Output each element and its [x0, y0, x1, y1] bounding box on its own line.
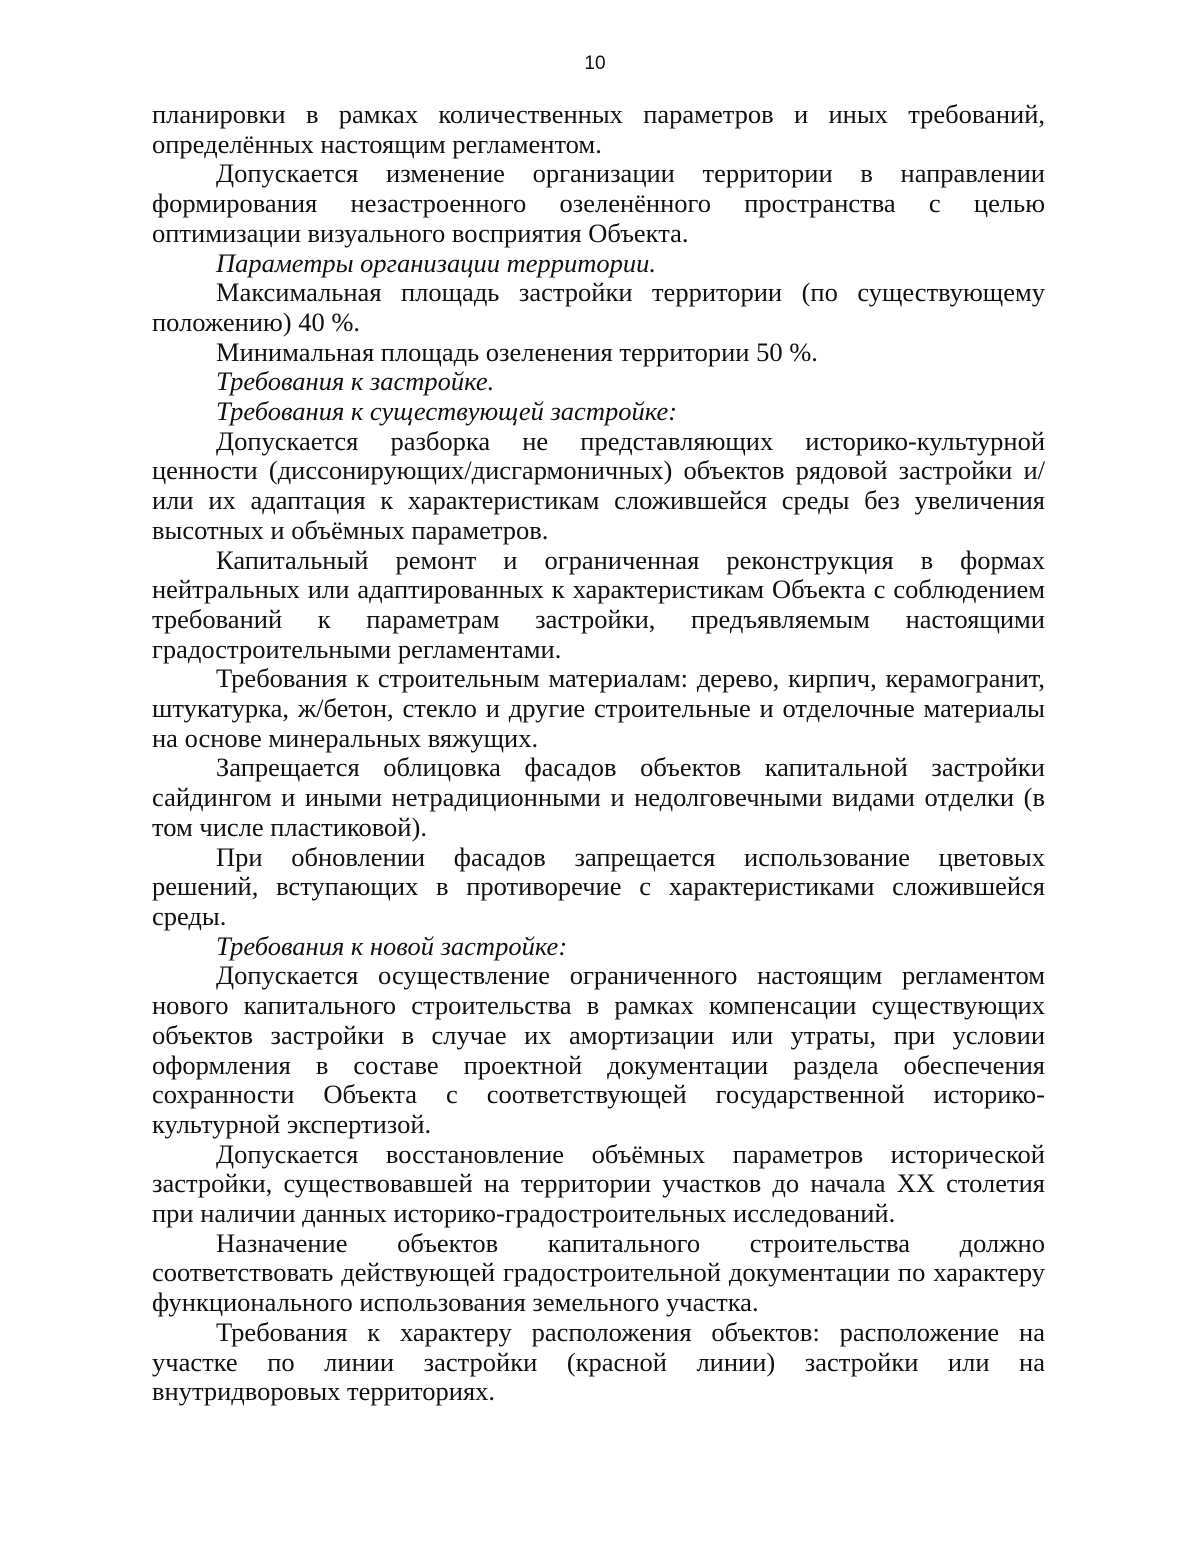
paragraph-new-construction: Допускается осуществление ограниченного настоящим регламентом нового капитального строительства в рамках компенсации существующих объектов застройки в случае их амортизации или утраты, при условии оформления в составе проектной документации раздела обеспечения сохранности Объекта с соответствующей государственной историко-культурной экспертизой. — [152, 960, 1045, 1139]
heading-territory-parameters: Параметры организации территории. — [216, 247, 657, 278]
paragraph-continuation: планировки в рамках количественных параметров и иных требований, определённых настоящим регламентом. — [152, 99, 1045, 159]
paragraph-materials: Требования к строительным материалам: дерево, кирпич, керамогранит, штукатурка, ж/бетон, стекло и другие строительные и отделочные материалы на основе минеральных вяжущих. — [152, 663, 1045, 753]
paragraph-restoration: Допускается восстановление объёмных параметров исторической застройки, существовавшей на территории участков до начала XX столетия при наличии данных историко-градостроительных исследований. — [152, 1138, 1045, 1229]
paragraph-max-building-area: Максимальная площадь застройки территории (по существующему положению) 40 %. — [152, 277, 1045, 337]
document-body — [152, 100, 1045, 1407]
paragraph-min-green-area: Минимальная площадь озеленения территории 50 %. — [216, 336, 818, 367]
paragraph-purpose: Назначение объектов капитального строительства должно соответствовать действующей градостроительной документации по характеру функционального использования земельного участка. — [152, 1227, 1045, 1318]
heading-new-buildings: Требования к новой застройке: — [216, 930, 568, 961]
heading-building-requirements: Требования к застройке. — [216, 366, 495, 397]
heading-existing-buildings: Требования к существующей застройке: — [216, 396, 678, 427]
paragraph-facade-cladding: Запрещается облицовка фасадов объектов капитальной застройки сайдингом и иными нетрадиционными и недолговечными видами отделки (в том числе пластиковой). — [152, 752, 1045, 842]
paragraph-placement: Требования к характеру расположения объектов: расположение на участке по линии застройки (красной линии) застройки или на внутридворовых территориях. — [152, 1316, 1045, 1407]
paragraph-territory-change: Допускается изменение организации территории в направлении формирования незастроенного озеленённого пространства с целью оптимизации визуального восприятия Объекта. — [152, 158, 1045, 248]
paragraph-dismantling: Допускается разборка не представляющих историко-культурной ценности (диссонирующих/дисгармоничных) объектов рядовой застройки и/или их адаптация к характеристикам сложившейся среды без увеличения высотных и объёмных параметров. — [152, 425, 1045, 545]
page-number: 10 — [584, 53, 606, 74]
paragraph-capital-repair: Капитальный ремонт и ограниченная реконструкция в формах нейтральных или адаптированных к характеристикам Объекта с соблюдением требований к параметрам застройки, предъявляемым настоящими градостроительными регламентами. — [152, 544, 1045, 664]
paragraph-facade-colors: При обновлении фасадов запрещается использование цветовых решений, вступающих в противоречие с характеристиками сложившейся среды. — [152, 841, 1045, 931]
